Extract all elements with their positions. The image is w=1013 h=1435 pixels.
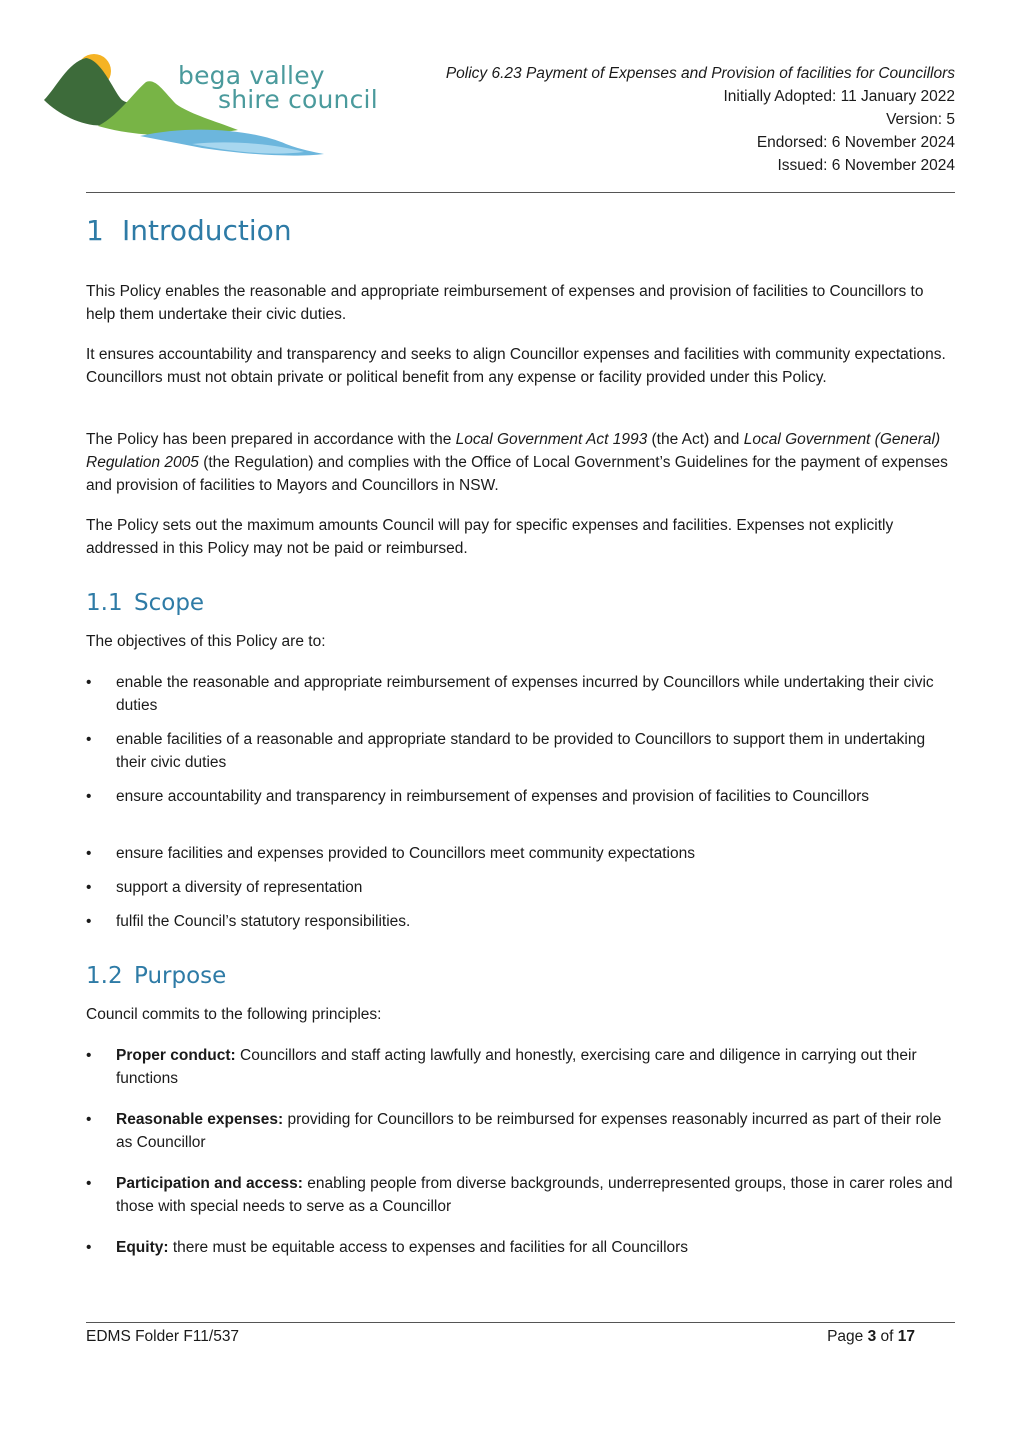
section-heading-scope [86,590,204,616]
bullet-icon: • [86,788,92,805]
text-run: of [876,1328,898,1345]
bullet-icon: • [86,1175,92,1192]
text-run: Page [827,1328,868,1345]
principle-term: Equity: [116,1239,169,1256]
intro-paragraph-4: The Policy sets out the maximum amounts Council will pay for specific expenses and facilities. Expenses not explicitly addressed in this Policy may not be paid or reimbursed. [86,517,894,557]
header-divider [86,192,955,193]
bullet-icon: • [86,1111,92,1128]
issued-date: Issued: 6 November 2024 [777,157,955,174]
logo-line-2: shire council [218,85,378,114]
list-item-text: fulfil the Council’s statutory responsibilities. [116,913,411,930]
policy-title: Policy 6.23 Payment of Expenses and Provision of facilities for Councillors [445,65,955,82]
section-title: Scope [134,590,205,616]
bullet-icon: • [86,913,92,930]
edms-folder: EDMS Folder F11/537 [86,1328,240,1345]
endorsed-date: Endorsed: 6 November 2024 [756,134,955,151]
section-number: 1.2 [86,963,123,989]
principle-term: Participation and access: [116,1175,303,1192]
intro-paragraph-3 [86,428,954,497]
scope-list-item [86,842,954,865]
total-pages: 17 [897,1328,915,1345]
list-item-text: enable facilities of a reasonable and appropriate standard to be provided to Councillors to support them in undertaking their civic duties [116,731,926,771]
purpose-lead: Council commits to the following principles: [86,1006,382,1023]
principle-text: enabling people from diverse backgrounds, underrepresented groups, those in carer roles and those with special needs to serve as a Councillor [116,1175,953,1215]
scope-list-item [86,876,954,899]
list-item-text: enable the reasonable and appropriate reimbursement of expenses incurred by Councillors while undertaking their civic duties [116,674,934,714]
regulation-title: Local Government (General) Regulation 2005 [86,431,941,471]
section-number: 1.1 [86,590,123,616]
section-title: Introduction [122,214,292,247]
section-number: 1 [86,214,104,247]
logo-wordmark [178,61,378,114]
adopted-date: Initially Adopted: 11 January 2022 [723,88,955,105]
current-page: 3 [867,1328,877,1345]
bullet-icon: • [86,879,92,896]
list-item-text: support a diversity of representation [116,879,363,896]
bullet-icon: • [86,674,92,691]
scope-list-item [86,671,954,717]
section-heading-introduction [86,214,292,247]
principle-text: Councillors and staff acting lawfully and honestly, exercising care and diligence in carrying out their functions [116,1047,917,1087]
purpose-list-item [86,1108,954,1154]
text-run: (the Act) and [647,431,744,448]
list-item-text: ensure accountability and transparency in reimbursement of expenses and provision of facilities to Councillors [116,788,870,805]
page-number [827,1328,915,1346]
bullet-icon: • [86,845,92,862]
bullet-icon: • [86,1239,92,1256]
scope-list-item [86,910,954,933]
purpose-list-item [86,1236,954,1259]
logo-line-1: bega valley [178,61,325,90]
text-run: The Policy has been prepared in accordance with the [86,431,456,448]
section-heading-purpose [86,963,226,989]
principle-term: Reasonable expenses: [116,1111,284,1128]
act-title: Local Government Act 1993 [455,431,648,448]
text-run: (the Regulation) and complies with the Office of Local Government’s Guidelines for the payment of expenses and provision of facilities to Mayors and Councillors in NSW. [86,454,948,494]
scope-list-item [86,785,954,808]
purpose-list-item [86,1172,954,1218]
purpose-list-item [86,1044,954,1090]
intro-paragraph-1: This Policy enables the reasonable and appropriate reimbursement of expenses and provision of facilities to Councillors to help them undertake their civic duties. [86,283,924,323]
policy-metadata [446,62,955,177]
bullet-icon: • [86,1047,92,1064]
intro-paragraph-2: It ensures accountability and transparency and seeks to align Councillor expenses and facilities with community expectations. Councillors must not obtain private or political benefit from any expense or facility provided under this Policy. [86,346,946,386]
version-label: Version: 5 [886,111,955,128]
principle-term: Proper conduct: [116,1047,236,1064]
bullet-icon: • [86,731,92,748]
scope-list-item [86,728,954,774]
principle-text: there must be equitable access to expenses and facilities for all Councillors [168,1239,689,1256]
principle-text: providing for Councillors to be reimbursed for expenses reasonably incurred as part of their role as Councillor [116,1111,942,1151]
footer-divider [86,1322,955,1323]
section-title: Purpose [134,963,227,989]
list-item-text: ensure facilities and expenses provided to Councillors meet community expectations [116,845,695,862]
scope-lead: The objectives of this Policy are to: [86,633,326,650]
